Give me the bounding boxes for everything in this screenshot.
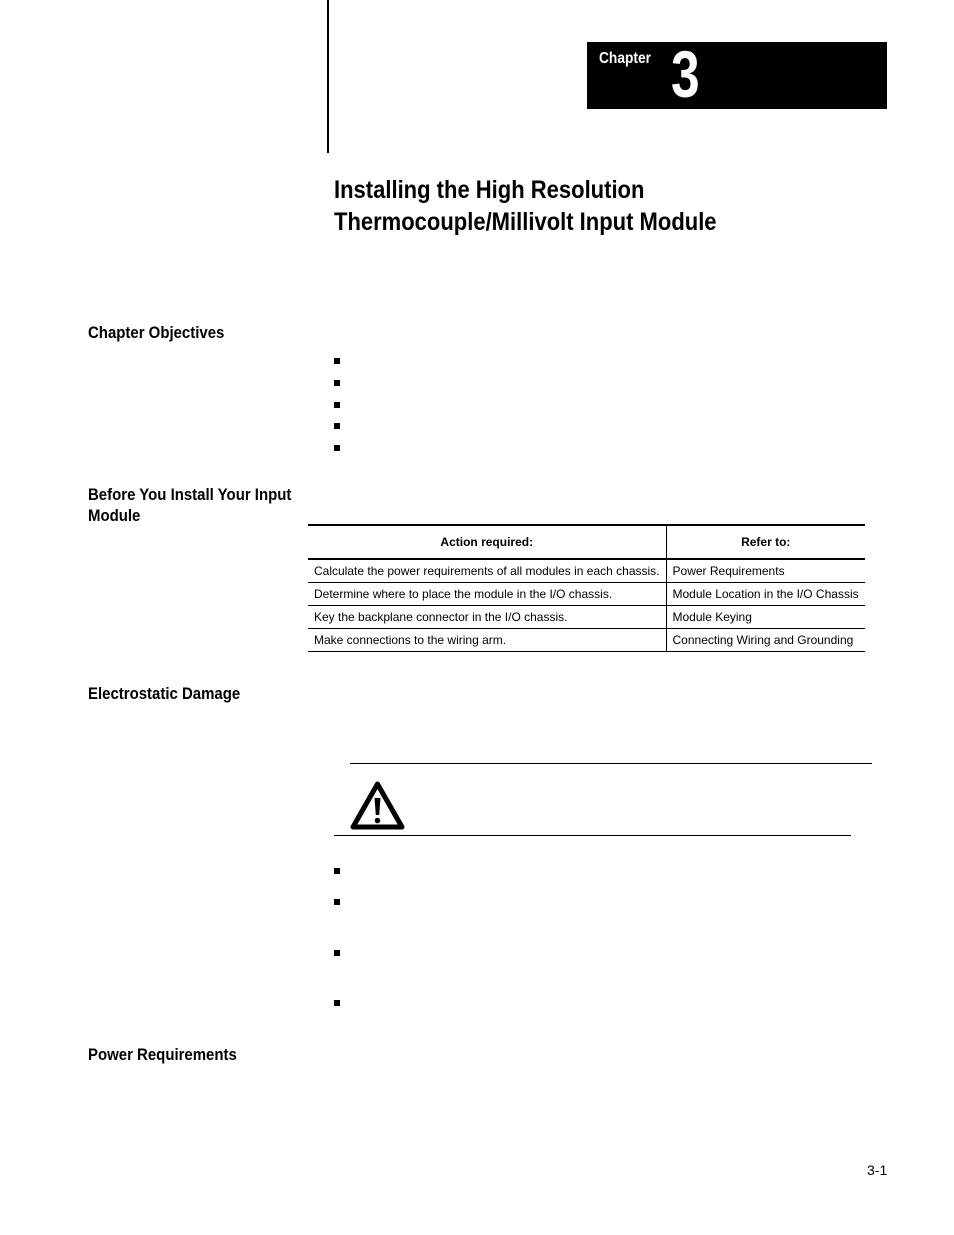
objective-bullet: [334, 402, 340, 408]
heading-before-you-install-line-1: Before You Install Your Input: [88, 485, 292, 504]
caution-top-rule: [350, 763, 872, 764]
table-cell-refer: Power Requirements: [666, 559, 865, 583]
table-row: [308, 606, 865, 629]
table-cell-action: Key the backplane connector in the I/O chassis.: [308, 606, 666, 629]
esd-bullet: [334, 899, 340, 905]
page-title: [334, 174, 717, 238]
table-cell-refer: Module Keying: [666, 606, 865, 629]
table-cell-refer: Connecting Wiring and Grounding: [666, 629, 865, 652]
installation-steps-table: [308, 524, 865, 652]
table-cell-action: Determine where to place the module in the I/O chassis.: [308, 583, 666, 606]
table-header-row: [308, 525, 865, 559]
objective-bullet: [334, 380, 340, 386]
warning-triangle-icon: [350, 781, 405, 831]
objective-bullet: [334, 445, 340, 451]
chapter-tab: [587, 37, 887, 111]
table-row: [308, 559, 865, 583]
table-cell-action: Make connections to the wiring arm.: [308, 629, 666, 652]
objective-bullet: [334, 423, 340, 429]
table-row: [308, 583, 865, 606]
table-cell-action: Calculate the power requirements of all modules in each chassis.: [308, 559, 666, 583]
column-header-refer: Refer to:: [666, 525, 865, 559]
heading-power-requirements: Power Requirements: [88, 1045, 237, 1064]
page-number: 3-1: [867, 1162, 888, 1178]
title-line-2: Thermocouple/Millivolt Input Module: [334, 208, 717, 236]
objective-bullet: [334, 358, 340, 364]
table-cell-refer: Module Location in the I/O Chassis: [666, 583, 865, 606]
title-line-1: Installing the High Resolution: [334, 176, 645, 204]
esd-bullet: [334, 868, 340, 874]
esd-bullet: [334, 1000, 340, 1006]
esd-bullet: [334, 950, 340, 956]
heading-before-you-install: [88, 484, 291, 526]
heading-chapter-objectives: Chapter Objectives: [88, 323, 225, 342]
column-header-action: Action required:: [308, 525, 666, 559]
caution-bottom-rule: [334, 835, 851, 836]
heading-before-you-install-line-2: Module: [88, 506, 141, 525]
chapter-label: Chapter: [599, 50, 651, 67]
margin-rule: [327, 0, 329, 153]
chapter-number: 3: [671, 37, 700, 111]
table-row: [308, 629, 865, 652]
heading-electrostatic-damage: Electrostatic Damage: [88, 684, 241, 703]
